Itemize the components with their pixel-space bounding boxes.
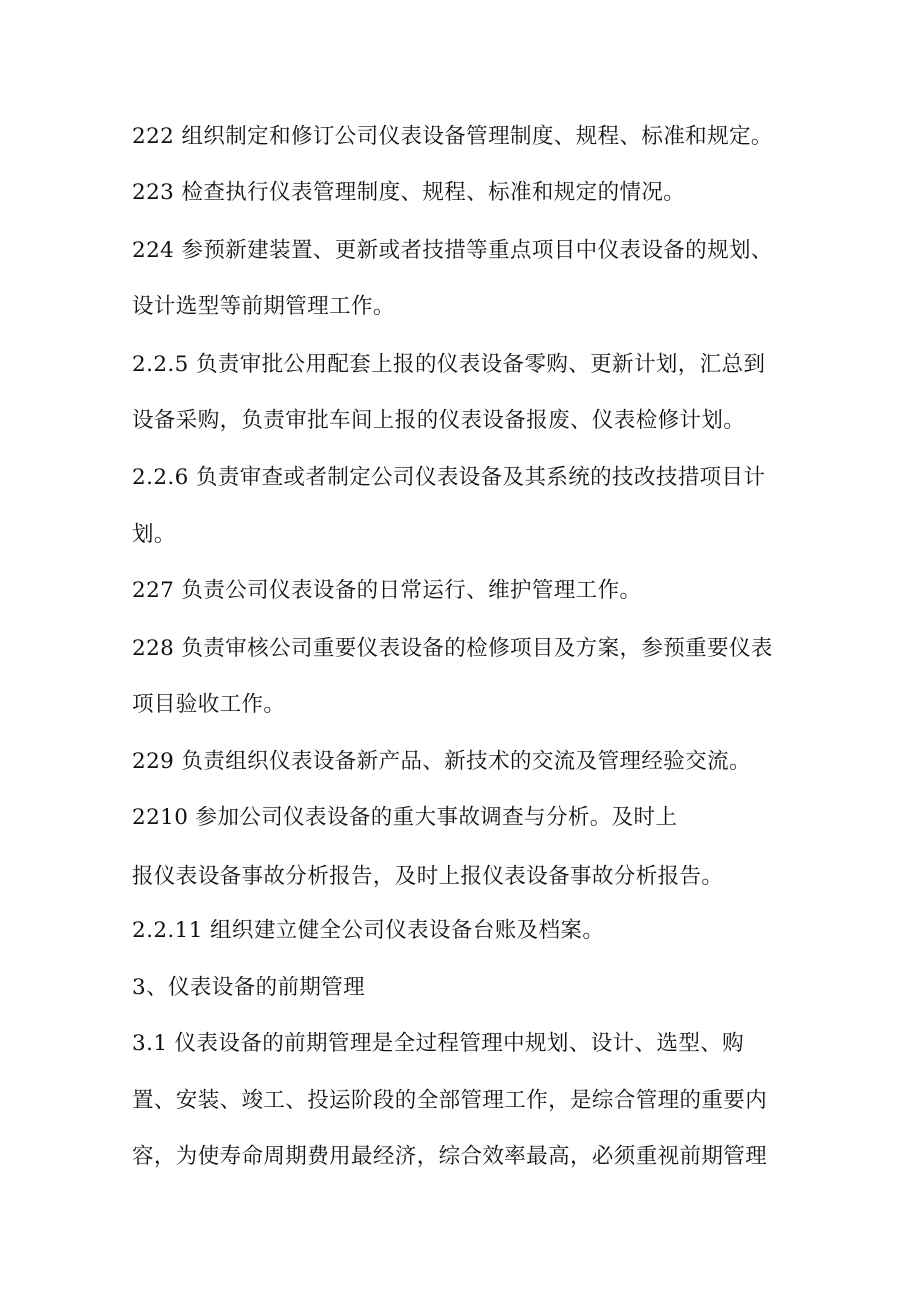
text-line: 222 组织制定和修订公司仪表设备管理制度、规程、标准和规定。: [132, 124, 773, 149]
text-line: 229 负责组织仪表设备新产品、新技术的交流及管理经验交流。: [132, 749, 751, 774]
text-line: 置、安装、竣工、投运阶段的全部管理工作，是综合管理的重要内: [132, 1088, 768, 1113]
text-line: 项目验收工作。: [132, 692, 286, 717]
text-line: 2.2.11 组织建立健全公司仪表设备台账及档案。: [132, 918, 605, 943]
text-line: 223 检查执行仪表管理制度、规程、标准和规定的情况。: [132, 180, 686, 205]
text-line: 2210 参加公司仪表设备的重大事故调查与分析。及时上: [132, 805, 678, 830]
text-line: 227 负责公司仪表设备的日常运行、维护管理工作。: [132, 578, 642, 603]
text-line: 报仪表设备事故分析报告，及时上报仪表设备事故分析报告。: [132, 864, 724, 889]
text-line: 2.2.6 负责审查或者制定公司仪表设备及其系统的技改技措项目计: [132, 465, 766, 490]
text-line: 3.1 仪表设备的前期管理是全过程管理中规划、设计、选型、购: [132, 1031, 745, 1056]
text-line: 容，为使寿命周期费用最经济，综合效率最高，必须重视前期管理: [132, 1144, 768, 1169]
text-line: 2.2.5 负责审批公用配套上报的仪表设备零购、更新计划，汇总到: [132, 352, 766, 377]
text-line: 224 参预新建装置、更新或者技措等重点项目中仪表设备的规划、: [132, 238, 773, 263]
text-line: 设计选型等前期管理工作。: [132, 294, 395, 319]
text-line: 划。: [132, 522, 176, 547]
text-line: 228 负责审核公司重要仪表设备的检修项目及方案，参预重要仪表: [132, 636, 773, 661]
section-heading: 3、仪表设备的前期管理: [132, 975, 366, 1000]
text-line: 设备采购，负责审批车间上报的仪表设备报废、仪表检修计划。: [132, 408, 746, 433]
